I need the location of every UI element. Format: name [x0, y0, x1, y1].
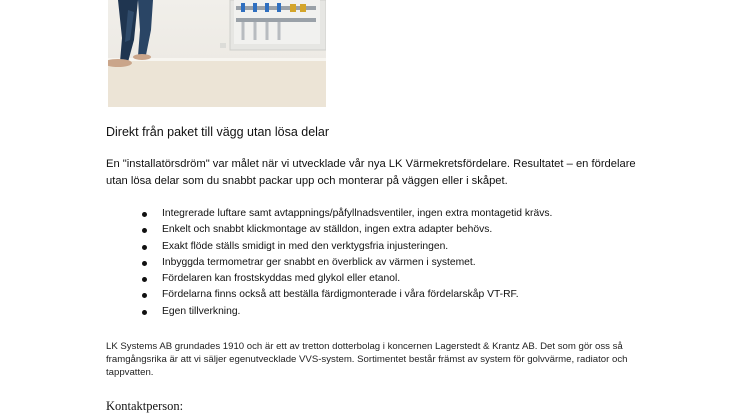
- company-paragraph: LK Systems AB grundades 1910 och är ett av tretton dotterbolag i koncernen Lagerstedt & Krantz AB. Det som gör oss så framgångsrika är att vi säljer egenutvecklade VVS-system. Sortimentet består främst av system för golvvärme, radiator och tappvatten.: [106, 341, 628, 378]
- product-photo: [108, 0, 326, 107]
- intro-paragraph: En "installatörsdröm" var målet när vi utvecklade vår nya LK Värmekretsfördelare. Resultatet – en fördelare utan lösa delar som du snabbt packar upp och monterar på väggen eller i skåpet.: [106, 158, 636, 187]
- product-photo-illustration: [108, 0, 326, 107]
- list-item: Fördelaren kan frostskyddas med glykol eller etanol.: [140, 271, 552, 287]
- list-item: Integrerade luftare samt avtappnings/påfyllnadsventiler, ingen extra montagetid krävs.: [140, 206, 552, 222]
- contact-heading: Kontaktperson:: [106, 399, 184, 413]
- list-item: Exakt flöde ställs smidigt in med den verktygsfria injusteringen.: [140, 239, 552, 255]
- list-item: Fördelarna finns också att beställa färdigmonterade i våra fördelarskåp VT-RF.: [140, 287, 552, 303]
- list-item: Egen tillverkning.: [140, 304, 552, 320]
- feature-list: [140, 206, 552, 320]
- list-item: Inbyggda termometrar ger snabbt en överblick av värmen i systemet.: [140, 255, 552, 271]
- section-subtitle: Direkt från paket till vägg utan lösa delar: [106, 125, 330, 139]
- list-item: Enkelt och snabbt klickmontage av ställdon, ingen extra adapter behövs.: [140, 222, 552, 238]
